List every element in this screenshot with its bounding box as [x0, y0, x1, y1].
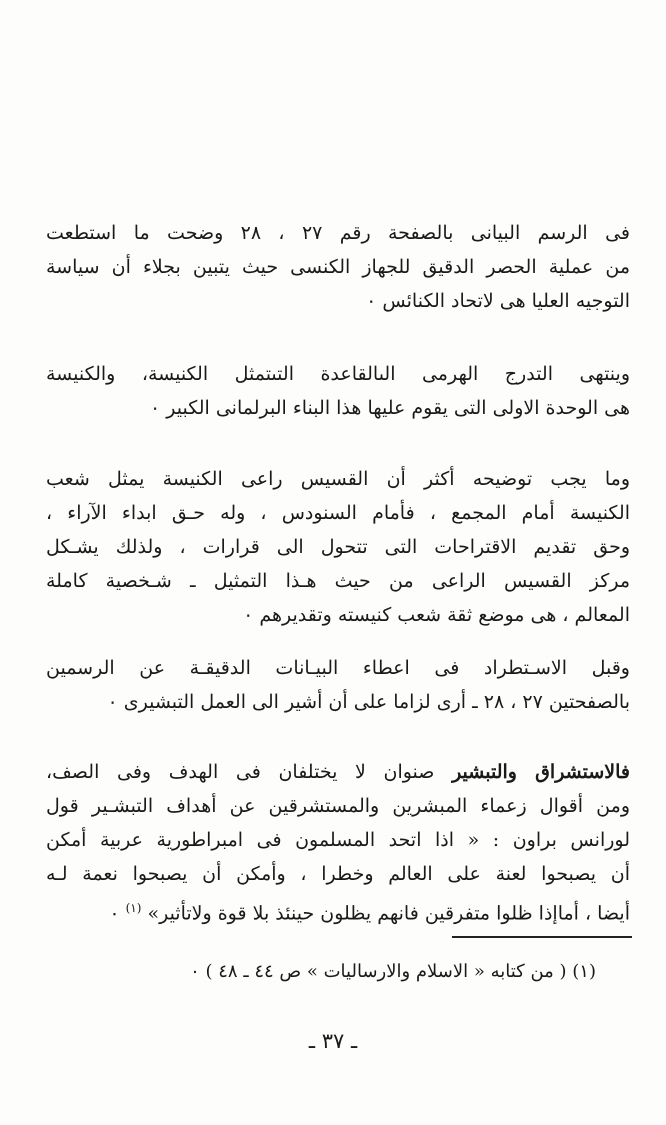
footnote-divider — [452, 936, 632, 938]
text-line-final — [46, 891, 630, 925]
paragraph-1 — [46, 216, 630, 318]
text-line: وقبل الاسـتطراد فى اعطاء البيـانات الدقيقـة عن الرسمين — [46, 657, 630, 679]
text-line: بالصفحتين ٢٧ ، ٢٨ ـ أرى لزاما على أن أشير الى العمل التبشيرى ٠ — [107, 691, 630, 713]
footnote: (١) ( من كتابه « الاسلام والارساليات » ص ٤٤ ـ ٤٨ ) ٠ — [190, 961, 596, 982]
text-line: وما يجب توضيحه أكثر أن القسيس راعى الكنيسة يمثل شعب — [46, 468, 630, 490]
text-line: التوجيه العليا هى لاتحاد الكنائس ٠ — [366, 290, 630, 312]
paragraph-2 — [46, 357, 630, 425]
end-mark: ٠ — [109, 902, 120, 925]
text-line: ومن أقوال زعماء المبشرين والمستشرقين عن أهداف التبشـير قول — [46, 795, 630, 817]
text-line: الكنيسة أمام المجمع ، فأمام السنودس ، وله حـق ابداء الآراء ، — [46, 502, 630, 524]
text-line-rest: صنوان لا يختلفان فى الهدف وفى الصف، — [46, 761, 453, 783]
text-line: مركز القسيس الراعى من حيث هـذا التمثيل ـ شـخصية كاملة — [46, 570, 630, 592]
text-line: المعالم ، هى موضع ثقة شعب كنيسته وتقديرهم ٠ — [243, 604, 630, 626]
paragraph-5 — [46, 755, 630, 925]
text-line: وينتهى التدرج الهرمى الىالقاعدة التىتمثل الكنيسة، والكنيسة — [46, 363, 630, 385]
text-line: أيضا ، أماإذا ظلوا متفرقين فانهم يظلون حينئذ بلا قوة ولاتأثير» — [147, 902, 630, 925]
text-line-with-term — [46, 755, 630, 789]
text-line: أن يصبحوا لعنة على العالم وخطرا ، وأمكن أن يصبحوا نعمة لـه — [46, 863, 630, 885]
text-line: وحق تقديم الاقتراحات التى تتحول الى قرارات ، ولذلك يشـكل — [46, 536, 630, 558]
paragraph-4 — [46, 651, 630, 719]
bold-term: فالاستشراق والتبشير — [452, 761, 630, 783]
footnote-marker: (١) — [125, 901, 142, 915]
text-line: من عملية الحصر الدقيق للجهاز الكنسى حيث يتبين بجلاء أن سياسة — [46, 256, 630, 278]
text-line: هى الوحدة الاولى التى يقوم عليها هذا البناء البرلمانى الكبير ٠ — [150, 397, 630, 419]
text-line: لورانس براون : « اذا اتحد المسلمون فى امبراطورية عربية أمكن — [46, 829, 630, 851]
text-line: فى الرسم البيانى بالصفحة رقم ٢٧ ، ٢٨ وضحت ما استطعت — [46, 222, 630, 244]
paragraph-3 — [46, 462, 630, 632]
page-number: ـ ٣٧ ـ — [308, 1029, 358, 1053]
